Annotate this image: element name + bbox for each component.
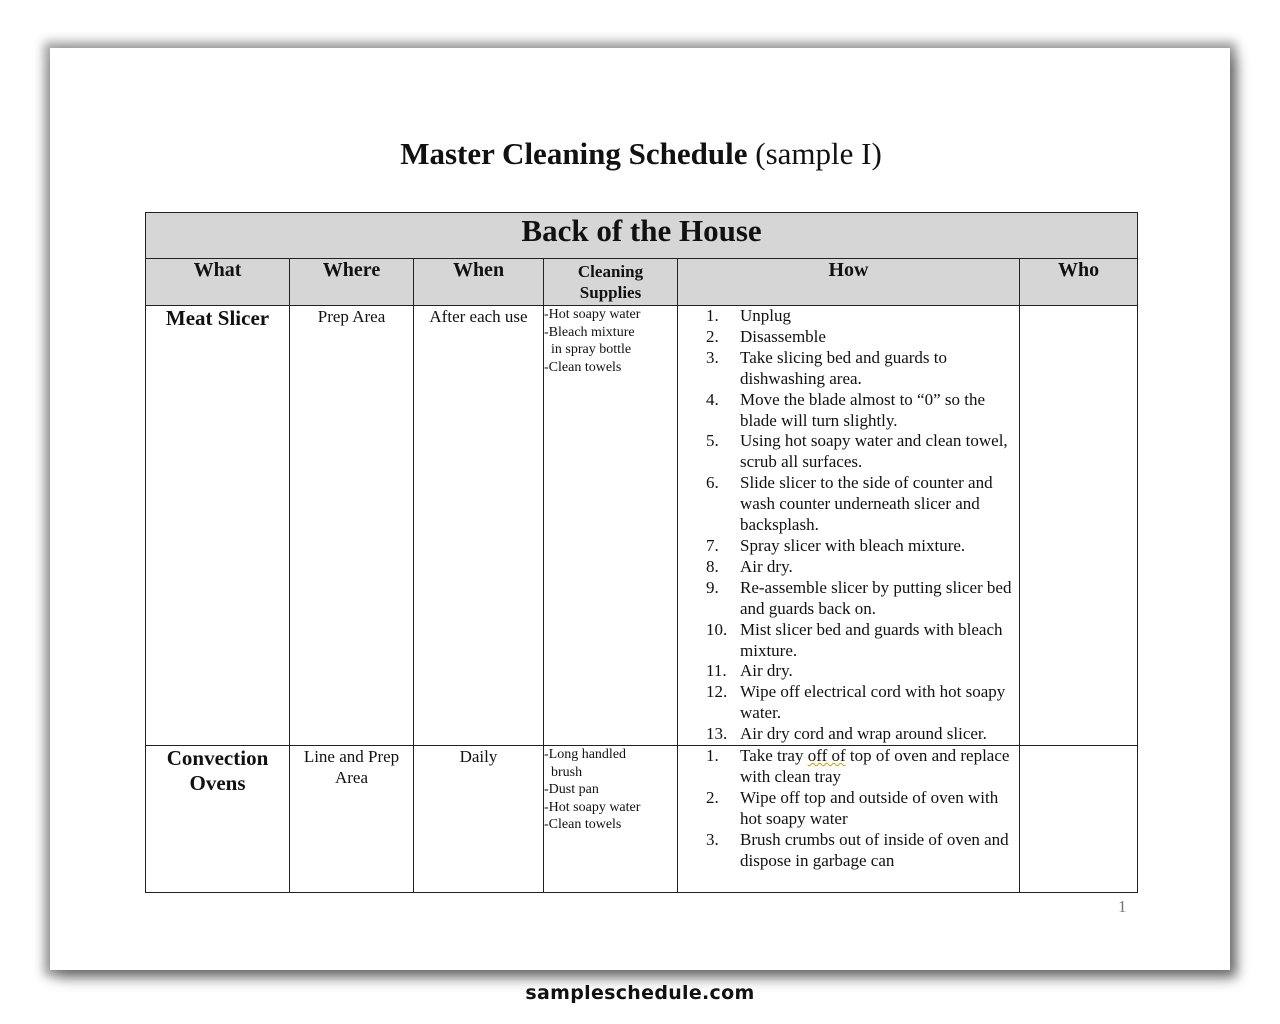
- step-number: 3.: [706, 347, 719, 367]
- step-number: 10.: [706, 619, 728, 639]
- row-where: Prep Area: [290, 306, 414, 746]
- row-how: [678, 746, 1020, 893]
- step-text: Air dry cord and wrap around slicer.: [740, 724, 987, 744]
- step-text-pre: Take tray: [740, 746, 808, 766]
- cleaning-schedule-table: [145, 212, 1138, 893]
- step-item: [678, 536, 1019, 557]
- spellcheck-flag: off of: [807, 746, 846, 766]
- supply-item: -Dust pan: [544, 782, 599, 798]
- step-list: [678, 746, 1019, 871]
- row-when: Daily: [414, 746, 544, 893]
- step-text: Slide slicer to the side of counter and wash counter underneath slicer and backsplash.: [740, 473, 993, 535]
- row-what-line2: Ovens: [189, 771, 246, 796]
- watermark: sampleschedule.com: [525, 982, 755, 1004]
- step-item: [678, 830, 1019, 872]
- step-item: [678, 746, 1019, 788]
- supply-item: in spray bottle: [544, 342, 632, 357]
- step-text: Unplug: [740, 306, 791, 325]
- supply-item: -Clean towels: [544, 359, 622, 375]
- step-number: 6.: [706, 473, 719, 493]
- row-what: [146, 746, 290, 893]
- step-text: Disassemble: [740, 326, 826, 346]
- supply-item: -Long handled: [544, 747, 627, 763]
- table-row: [146, 746, 1138, 893]
- step-text: Air dry.: [740, 556, 793, 576]
- step-number: 5.: [706, 431, 719, 451]
- header-what: What: [146, 259, 290, 306]
- step-item: [678, 788, 1019, 830]
- step-text: Using hot soapy water and clean towel, scrub all surfaces.: [740, 431, 1008, 472]
- step-number: 7.: [706, 535, 719, 555]
- title-bold: Master Cleaning Schedule: [400, 136, 748, 171]
- row-how: [678, 306, 1020, 746]
- step-text: Spray slicer with bleach mixture.: [740, 535, 966, 555]
- document-title: [50, 136, 1232, 172]
- step-number: 9.: [706, 577, 719, 597]
- step-number: 3.: [706, 829, 719, 849]
- table-row: [146, 306, 1138, 746]
- step-item: [678, 327, 1019, 348]
- document-page: [50, 48, 1230, 970]
- header-how: How: [678, 259, 1020, 306]
- row-who: [1020, 306, 1138, 746]
- supply-item: brush: [544, 764, 583, 780]
- step-number: 1.: [706, 746, 719, 766]
- step-list: [678, 306, 1019, 745]
- step-number: 1.: [706, 306, 719, 325]
- header-when: When: [414, 259, 544, 306]
- row-supplies: [544, 746, 678, 893]
- step-text: Take slicing bed and guards to dishwashing area.: [740, 347, 948, 388]
- row-what-line1: Convection: [166, 746, 269, 771]
- step-number: 2.: [706, 787, 719, 807]
- supply-item: -Hot soapy water: [544, 307, 641, 322]
- step-item: [678, 724, 1019, 745]
- step-number: 11.: [706, 661, 727, 681]
- step-text-post: top of oven and replace with clean tray: [740, 746, 1010, 786]
- step-item: [678, 348, 1019, 390]
- header-who: Who: [1020, 259, 1138, 306]
- step-text: Brush crumbs out of inside of oven and dispose in garbage can: [740, 829, 1009, 870]
- step-item: [678, 473, 1019, 536]
- step-number: 8.: [706, 556, 719, 576]
- step-text: Air dry.: [740, 661, 793, 681]
- supply-item: -Clean towels: [544, 817, 622, 833]
- step-item: [678, 431, 1019, 473]
- step-number: 2.: [706, 326, 719, 346]
- page-number: 1: [1118, 897, 1127, 916]
- step-number: 13.: [706, 724, 728, 744]
- row-when: After each use: [414, 306, 544, 746]
- step-item: [678, 682, 1019, 724]
- header-where: Where: [290, 259, 414, 306]
- header-cleaning-supplies: [544, 259, 678, 306]
- step-text: Wipe off electrical cord with hot soapy water.: [740, 682, 1006, 723]
- step-item: [678, 661, 1019, 682]
- step-item: [678, 557, 1019, 578]
- header-supplies-line2: Supplies: [579, 283, 642, 302]
- step-number: 4.: [706, 389, 719, 409]
- step-item: [678, 620, 1019, 662]
- supply-item: -Hot soapy water: [544, 799, 641, 815]
- row-who: [1020, 746, 1138, 893]
- row-where: Line and Prep Area: [290, 746, 414, 893]
- step-text: Move the blade almost to “0” so the blade will turn slightly.: [740, 389, 986, 430]
- step-number: 12.: [706, 682, 728, 702]
- step-text: Re-assemble slicer by putting slicer bed and guards back on.: [740, 577, 1012, 618]
- row-supplies: [544, 306, 678, 746]
- step-item: [678, 578, 1019, 620]
- row-what: Meat Slicer: [146, 306, 290, 746]
- step-item: [678, 306, 1019, 327]
- header-supplies-line1: Cleaning: [577, 262, 644, 281]
- step-text: Wipe off top and outside of oven with hot soapy water: [740, 787, 999, 828]
- section-title: Back of the House: [146, 213, 1138, 259]
- supply-item: -Bleach mixture: [544, 324, 635, 340]
- step-text: Mist slicer bed and guards with bleach mixture.: [740, 619, 1003, 660]
- step-item: [678, 390, 1019, 432]
- title-suffix: (sample I): [747, 136, 882, 171]
